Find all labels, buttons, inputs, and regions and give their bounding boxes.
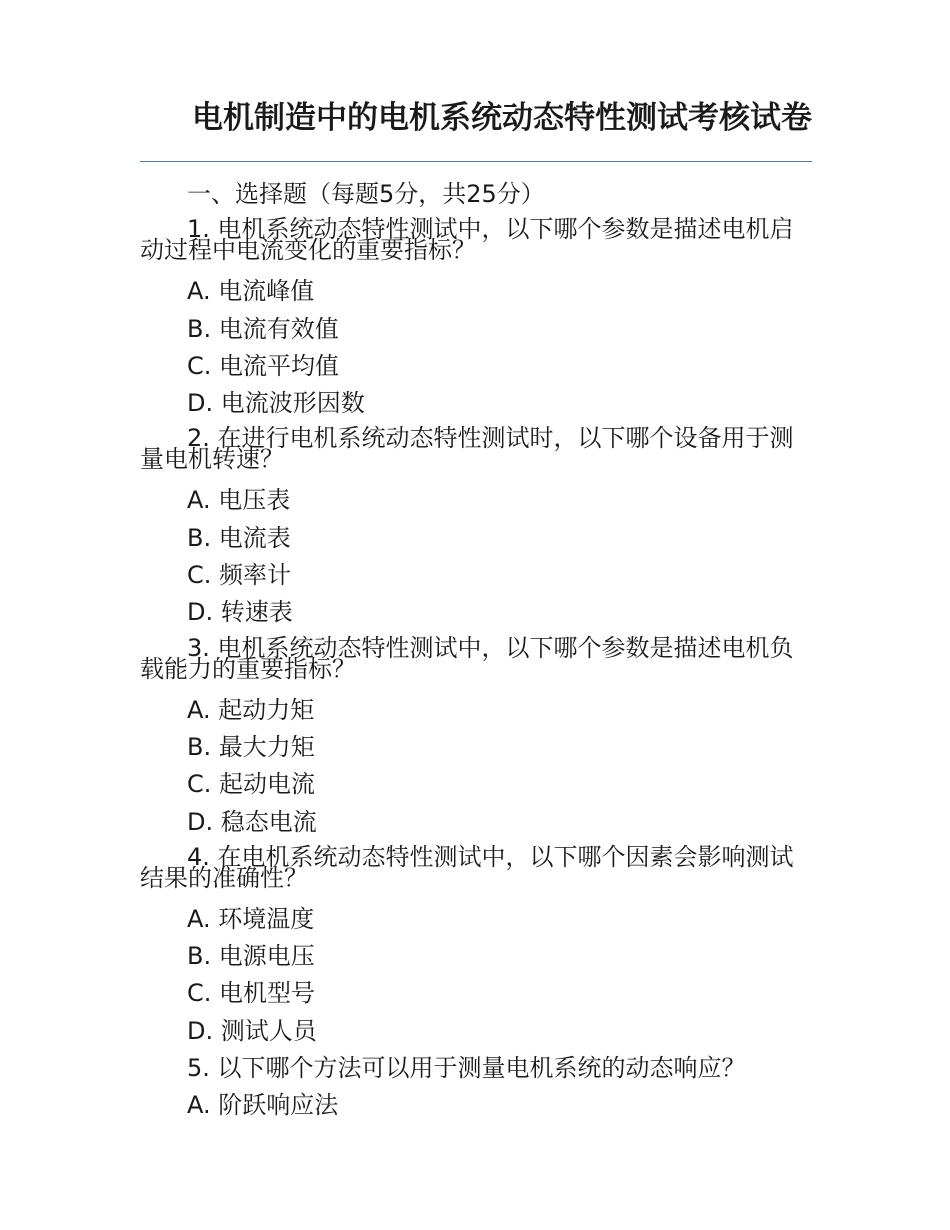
option-4d: D. 测试人员	[187, 1016, 317, 1045]
option-2a: A. 电压表	[187, 486, 291, 515]
option-3c: C. 起动电流	[187, 770, 316, 799]
document-body	[140, 176, 812, 1125]
option-4a: A. 环境温度	[187, 904, 315, 933]
option-4b: B. 电源电压	[187, 942, 315, 971]
question-1: 1. 电机系统动态特性测试中，以下哪个参数是描述电机启动过程中电流变化的重要指标？	[140, 215, 794, 265]
question-4: 4. 在电机系统动态特性测试中，以下哪个因素会影响测试结果的准确性？	[140, 842, 794, 892]
option-2c: C. 频率计	[187, 561, 292, 590]
option-1b: B. 电流有效值	[187, 314, 339, 343]
option-2d: D. 转速表	[187, 598, 293, 627]
option-3b: B. 最大力矩	[187, 732, 315, 761]
option-2b: B. 电流表	[187, 523, 291, 552]
option-3d: D. 稳态电流	[187, 807, 317, 836]
option-3a: A. 起动力矩	[187, 695, 315, 724]
document-title: 电机制造中的电机系统动态特性测试考核试卷	[192, 100, 812, 136]
question-3: 3. 电机系统动态特性测试中，以下哪个参数是描述电机负载能力的重要指标？	[140, 633, 794, 683]
option-1d: D. 电流波形因数	[187, 389, 365, 418]
option-4c: C. 电机型号	[187, 979, 316, 1008]
question-2: 2. 在进行电机系统动态特性测试时，以下哪个设备用于测量电机转速？	[140, 424, 794, 474]
section-heading: 一、选择题（每题5分，共25分）	[187, 180, 545, 208]
option-5a: A. 阶跃响应法	[187, 1091, 339, 1120]
option-1a: A. 电流峰值	[187, 277, 315, 306]
question-5: 5. 以下哪个方法可以用于测量电机系统的动态响应？	[187, 1054, 746, 1083]
title-underline	[140, 161, 812, 162]
option-1c: C. 电流平均值	[187, 351, 340, 380]
